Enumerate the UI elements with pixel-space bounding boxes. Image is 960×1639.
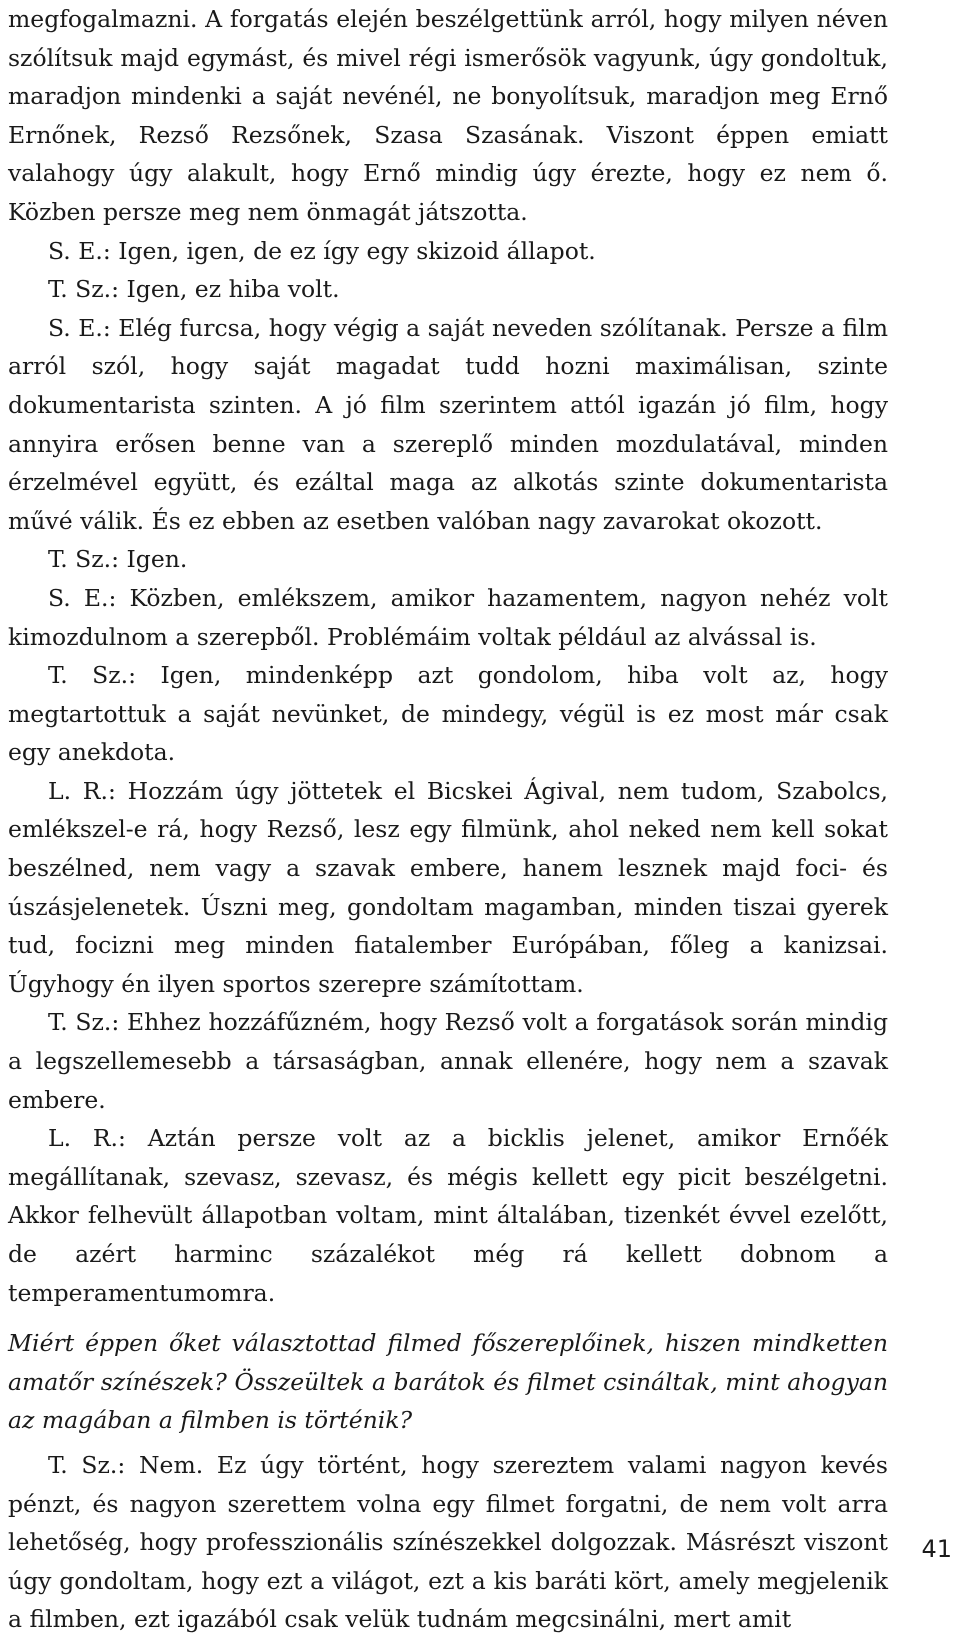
paragraph-se-2: S. E.: Elég furcsa, hogy végig a saját neveden szólítanak. Persze a film arról szól, hogy saját magadat tudd hozni maximálisan, szinte dokumentarista szinten. A jó film szerintem attól igazán jó film, hogy annyira erősen benne van a szereplő minden mozdulatával, minden érzelmével együtt, és ezáltal maga az alkotás szinte dokumentarista művé válik. És ez ebben az esetben valóban nagy zavarokat okozott. (8, 313, 888, 535)
interview-question: Miért éppen őket választottad filmed főszereplőinek, hiszen mindketten amatőr színészek? Összeültek a barátok és filmet csináltak, mint ahogyan az magában a filmben is történik? (8, 1329, 888, 1435)
paragraph-se-3: S. E.: Közben, emlékszem, amikor hazamentem, nagyon nehéz volt kimozdulnom a szerepből. Problémáim voltak például az alvással is. (8, 583, 888, 651)
paragraph-se-1: S. E.: Igen, igen, de ez így egy skizoid állapot. (48, 236, 596, 265)
paragraph-tsz-answer: T. Sz.: Nem. Ez úgy történt, hogy szereztem valami nagyon kevés pénzt, és nagyon szerettem volna egy filmet forgatni, de nem volt arra lehetőség, hogy professzionális színészekkel dolgozzak. Másrészt viszont úgy gondoltam, hogy ezt a világot, ezt a kis baráti kört, amely megjelenik a filmben, ezt igazából csak velük tudnám megcsinálni, mert amit (8, 1450, 888, 1634)
paragraph-tsz-1: T. Sz.: Igen, ez hiba volt. (48, 275, 340, 304)
paragraph-tsz-3: T. Sz.: Igen, mindenképp azt gondolom, hiba volt az, hogy megtartottuk a saját nevünket, de mindegy, végül is ez most már csak egy anekdota. (8, 661, 888, 767)
paragraph-intro: megfogalmazni. A forgatás elején beszélgettünk arról, hogy milyen néven szólítsuk majd egymást, és mivel régi ismerősök vagyunk, úgy gondoltuk, maradjon mindenki a saját nevénél, ne bonyolítsuk, maradjon meg Ernő Ernőnek, Rezső Rezsőnek, Szasa Szasának. Viszont éppen emiatt valahogy úgy alakult, hogy Ernő mindig úgy érezte, hogy ez nem ő. Közben persze meg nem önmagát játszotta. (8, 5, 888, 226)
paragraph-lr-2: L. R.: Aztán persze volt az a bicklis jelenet, amikor Ernőék megállítanak, szevasz, szevasz, és mégis kellett egy picit beszélgetni. Akkor felhevült állapotban voltam, mint általában, tizenkét évvel ezelőtt, de azért harminc százalékot még rá kellett dobnom a temperamentumomra. (8, 1124, 888, 1307)
paragraph-tsz-2: T. Sz.: Igen. (48, 545, 188, 574)
paragraph-tsz-4: T. Sz.: Ehhez hozzáfűzném, hogy Rezső volt a forgatások során mindig a legszellemesebb a társaságban, annak ellenére, hogy nem a szavak embere. (8, 1008, 888, 1114)
paragraph-lr-1: L. R.: Hozzám úgy jöttetek el Bicskei Ágival, nem tudom, Szabolcs, emlékszel-e rá, hogy Rezső, lesz egy filmünk, ahol neked nem kell sokat beszélned, nem vagy a szavak embere, hanem lesznek majd foci- és úszásjelenetek. Úszni meg, gondoltam magamban, minden tiszai gyerek tud, focizni meg minden fiatalember Európában, főleg a kanizsai. Úgyhogy én ilyen sportos szerepre számítottam. (8, 776, 888, 998)
page-number: 41 (921, 1535, 952, 1563)
page-body (8, 0, 888, 1639)
